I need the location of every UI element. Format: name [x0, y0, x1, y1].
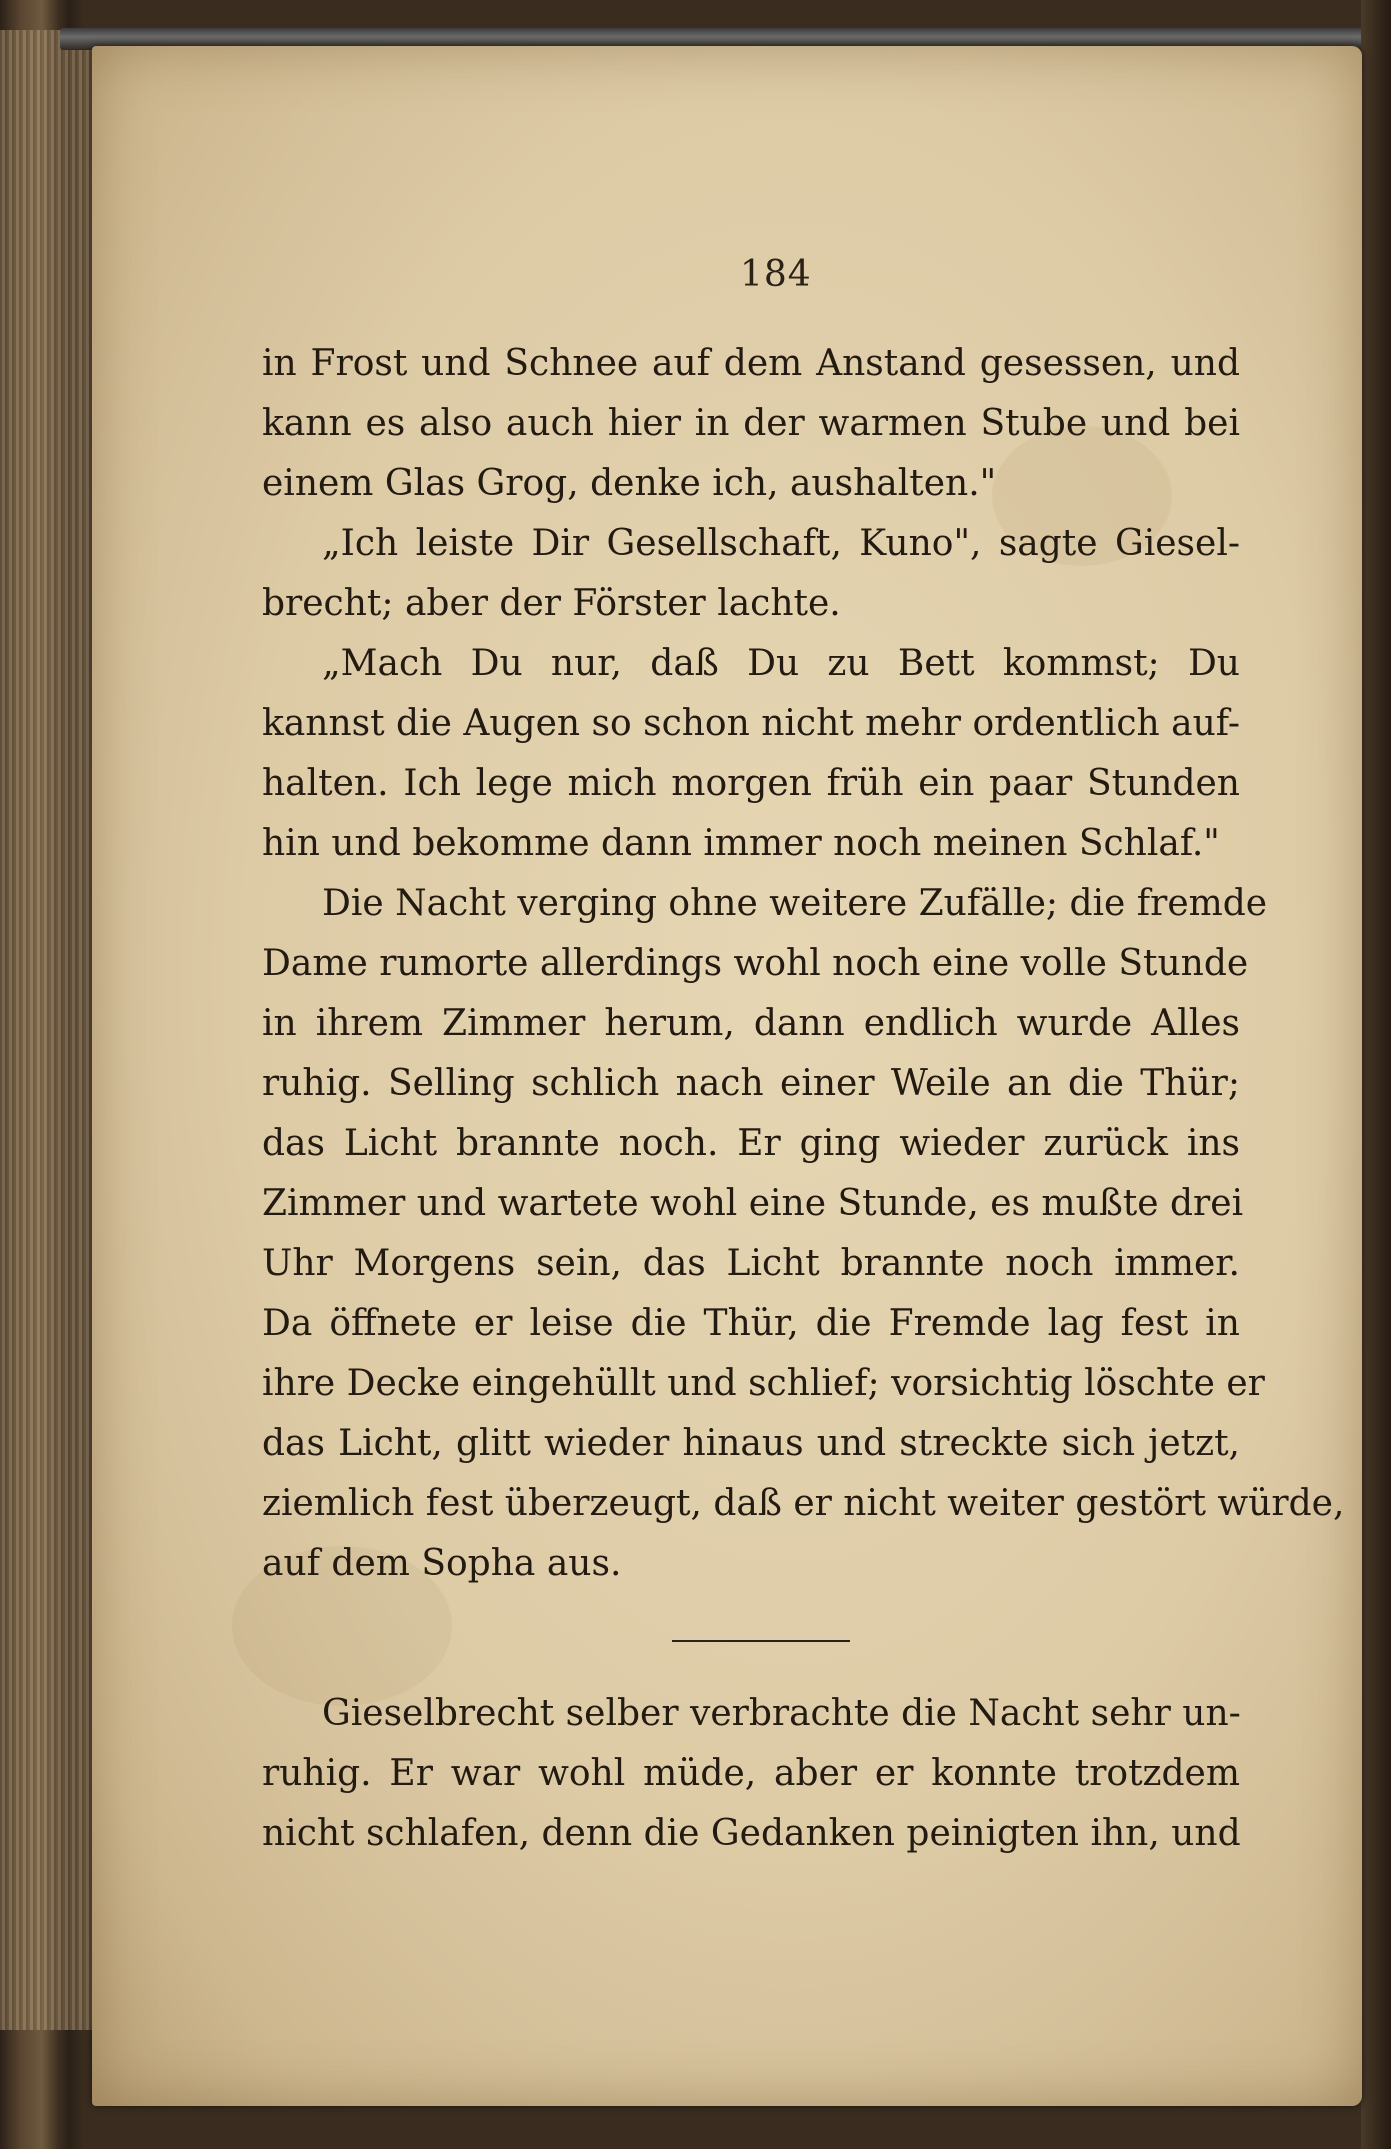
paragraph: [262, 874, 1345, 1594]
paragraph: [262, 634, 1240, 874]
text-line: nicht schlafen, denn die Gedanken peinigten ihn, und: [262, 1813, 1241, 1854]
paragraph: [262, 1684, 1240, 1864]
section-divider: [672, 1640, 850, 1642]
text-line: Gieselbrecht selber verbrachte die Nacht sehr un-: [322, 1693, 1241, 1734]
text-line: auf dem Sopha aus.: [262, 1543, 622, 1584]
text-line: Uhr Morgens sein, das Licht brannte noch immer.: [262, 1243, 1240, 1284]
text-line: ziemlich fest überzeugt, daß er nicht weiter gestört würde,: [262, 1483, 1345, 1524]
text-line: ruhig. Selling schlich nach einer Weile an die Thür;: [262, 1063, 1240, 1104]
text-line: Dame rumorte allerdings wohl noch eine volle Stunde: [262, 943, 1249, 984]
body-text: [262, 334, 1345, 1864]
text-line: das Licht brannte noch. Er ging wieder zurück ins: [262, 1123, 1240, 1164]
text-line: Die Nacht verging ohne weitere Zufälle; die fremde: [322, 883, 1268, 924]
text-line: einem Glas Grog, denke ich, aushalten.": [262, 463, 997, 504]
text-line: brecht; aber der Förster lachte.: [262, 583, 841, 624]
text-line: kann es also auch hier in der warmen Stube und bei: [262, 403, 1240, 444]
text-line: „Mach Du nur, daß Du zu Bett kommst; Du: [322, 643, 1240, 684]
paragraph: [262, 334, 1240, 514]
page-number: 184: [740, 254, 812, 295]
text-line: Zimmer und wartete wohl eine Stunde, es mußte drei: [262, 1183, 1244, 1224]
book-cover-edge: [1361, 0, 1391, 2149]
text-line: das Licht, glitt wieder hinaus und streckte sich jetzt,: [262, 1423, 1240, 1464]
text-line: Da öffnete er leise die Thür, die Fremde lag fest in: [262, 1303, 1240, 1344]
paragraph: [262, 514, 1240, 634]
text-line: hin und bekomme dann immer noch meinen Schlaf.": [262, 823, 1220, 864]
page-stack-edge: [0, 30, 100, 2030]
text-line: in Frost und Schnee auf dem Anstand gesessen, und: [262, 343, 1240, 384]
text-line: halten. Ich lege mich morgen früh ein paar Stunden: [262, 763, 1240, 804]
text-line: in ihrem Zimmer herum, dann endlich wurde Alles: [262, 1003, 1240, 1044]
text-line: kannst die Augen so schon nicht mehr ordentlich auf-: [262, 703, 1241, 744]
text-line: ihre Decke eingehüllt und schlief; vorsichtig löschte er: [262, 1363, 1265, 1404]
text-line: „Ich leiste Dir Gesellschaft, Kuno", sagte Giesel-: [322, 523, 1240, 564]
text-line: ruhig. Er war wohl müde, aber er konnte trotzdem: [262, 1753, 1240, 1794]
